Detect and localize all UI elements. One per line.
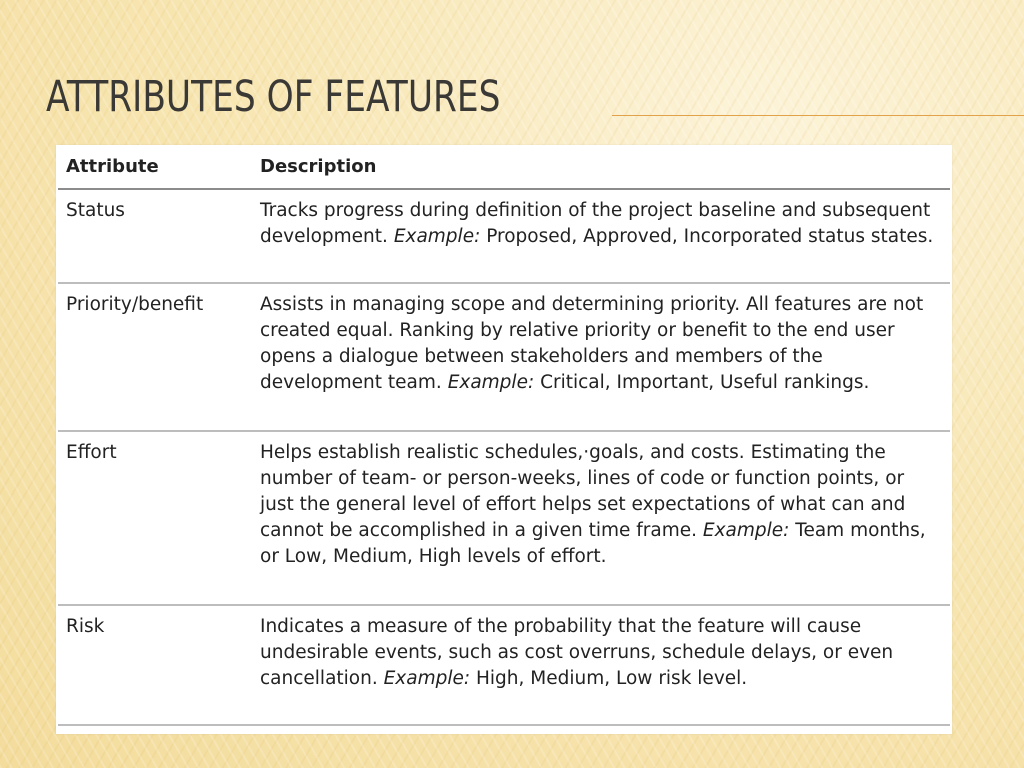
title-underline-rule	[612, 115, 1024, 116]
example-values: Team months, or Low, Medium, High levels of effort.	[260, 520, 926, 567]
description-text: Tracks progress during definition of the project baseline and subsequent development.	[260, 200, 931, 247]
attribute-cell: Risk	[58, 605, 252, 725]
table-header-row	[58, 145, 950, 189]
description-cell	[252, 189, 950, 283]
example-values: Proposed, Approved, Incorporated status states.	[480, 226, 934, 247]
example-values: Critical, Important, Useful rankings.	[534, 372, 870, 393]
table-row	[58, 283, 950, 431]
table-row	[58, 189, 950, 283]
example-label: Example:	[447, 372, 535, 393]
header-description: Description	[252, 145, 950, 189]
table-row	[58, 605, 950, 725]
description-cell	[252, 283, 950, 431]
slide-title: ATTRIBUTES OF FEATURES	[46, 72, 501, 122]
description-text: Helps establish realistic schedules,·goals, and costs. Estimating the number of team- or person-weeks, lines of code or function points, or just the general level of effort helps set expectations of what can and cannot be accomplished in a given time frame.	[260, 442, 906, 541]
attributes-table	[58, 145, 950, 726]
example-label: Example:	[393, 226, 481, 247]
example-values: High, Medium, Low risk level.	[470, 668, 748, 689]
attribute-cell: Effort	[58, 431, 252, 605]
description-text: Indicates a measure of the probability that the feature will cause undesirable events, such as cost overruns, schedule delays, or even cancellation.	[260, 616, 894, 689]
example-label: Example:	[702, 520, 790, 541]
description-text: Assists in managing scope and determining priority. All features are not created equal. Ranking by relative priority or benefit to the end user opens a dialogue between stakeholders and members of the development team.	[260, 294, 924, 393]
attribute-cell: Status	[58, 189, 252, 283]
attributes-table-panel	[56, 145, 952, 734]
description-cell	[252, 431, 950, 605]
description-cell	[252, 605, 950, 725]
example-label: Example:	[383, 668, 471, 689]
attribute-cell: Priority/benefit	[58, 283, 252, 431]
table-row	[58, 431, 950, 605]
header-attribute: Attribute	[58, 145, 252, 189]
